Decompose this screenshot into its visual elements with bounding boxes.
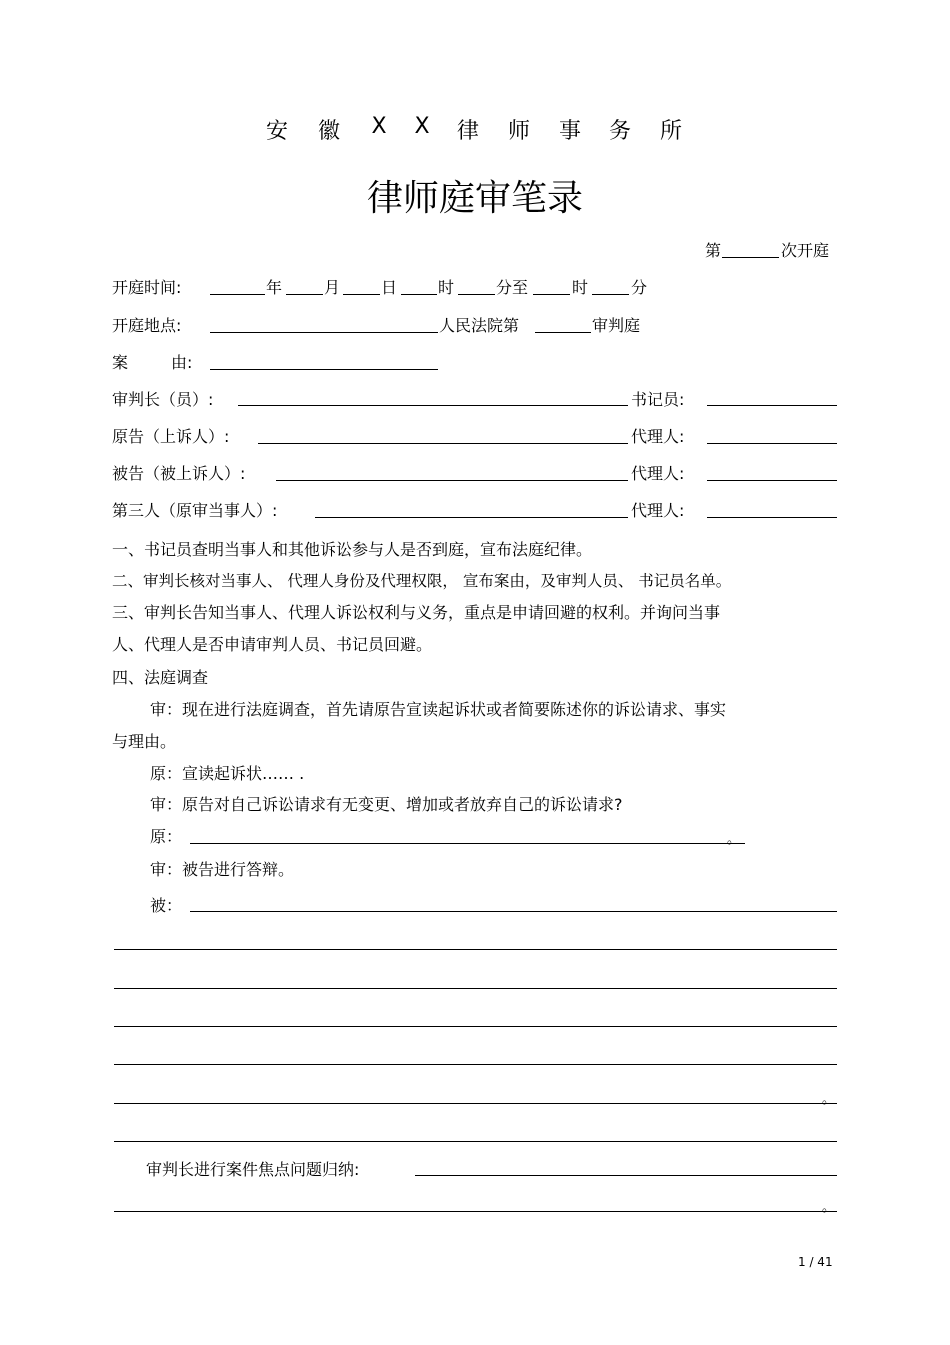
firm-name [0, 114, 950, 144]
tribunal-number-blank [535, 332, 591, 333]
court-name-blank [210, 332, 438, 333]
firm-char: 安 [265, 119, 288, 144]
third-party-blank [315, 517, 628, 518]
session-prefix: 第 [705, 241, 722, 260]
plaintiff-answer-2-label: 原： [150, 827, 183, 846]
judge-question-1a: 审：现在进行法庭调查，首先请原告宣读起诉状或者简要陈述你的诉讼请求、事实 [150, 700, 727, 719]
clerk-label: 书记员: [631, 390, 685, 409]
firm-char: 所 [659, 119, 682, 144]
unit-month: 月 [324, 278, 341, 297]
procedure-step-3a: 三、审判长告知当事人、代理人诉讼权利与义务，重点是申请回避的权利。并询问当事 [112, 603, 721, 622]
plaintiff-blank [258, 443, 628, 444]
answer-line [114, 1103, 837, 1104]
firm-char: 务 [608, 119, 631, 144]
procedure-step-2: 二、审判长核对当事人、 代理人身份及代理权限， 宣布案由，及审判人员、 书记员名单。 [112, 572, 732, 590]
judge-label: 审判长（员）: [112, 390, 214, 409]
third-party-agent-blank [707, 517, 837, 518]
unit-year: 年 [266, 278, 283, 297]
third-party-agent-label: 代理人: [631, 501, 685, 520]
defendant-agent-blank [707, 480, 837, 481]
firm-char: 律 [456, 119, 479, 144]
unit-end-hour: 时 [572, 278, 589, 297]
cause-label-1: 案 [112, 353, 129, 372]
cause-blank [210, 369, 438, 370]
answer-line [114, 1026, 837, 1027]
defendant-agent-label: 代理人: [631, 464, 685, 483]
minute-blank [458, 294, 495, 295]
unit-minute-to: 分至 [496, 278, 529, 297]
firm-char: X [371, 114, 387, 139]
plaintiff-answer-2-end: 。 [727, 832, 741, 847]
summary-blank [415, 1175, 837, 1176]
year-blank [210, 294, 265, 295]
plaintiff-label: 原告（上诉人）: [112, 427, 230, 446]
place-label: 开庭地点: [112, 316, 182, 335]
hour-blank [401, 294, 437, 295]
cause-label-2: 由: [171, 353, 193, 372]
firm-char: 师 [507, 119, 530, 144]
day-blank [343, 294, 380, 295]
answer-line [114, 949, 837, 950]
third-party-label: 第三人（原审当事人）: [112, 501, 278, 520]
procedure-step-4: 四、法庭调查 [112, 668, 209, 687]
court-mid-text: 人民法院第 [439, 316, 520, 335]
defendant-label: 被告（被上诉人）: [112, 464, 246, 483]
clerk-blank [707, 405, 837, 406]
judge-question-2: 审：原告对自己诉讼请求有无变更、增加或者放弃自己的诉讼请求? [150, 795, 623, 814]
judge-question-1b: 与理由。 [112, 732, 177, 751]
unit-hour: 时 [438, 278, 455, 297]
procedure-step-3b: 人、代理人是否申请审判人员、书记员回避。 [112, 635, 433, 654]
answer-line [114, 1141, 837, 1142]
firm-char: X [414, 114, 430, 139]
month-blank [286, 294, 323, 295]
answer-period: 。 [822, 1092, 836, 1107]
answer-line [114, 1064, 837, 1065]
time-label: 开庭时间: [112, 278, 182, 297]
summary-line [114, 1211, 837, 1212]
plaintiff-agent-blank [707, 443, 837, 444]
page-number: 1 / 41 [798, 1255, 833, 1269]
firm-char: 事 [558, 119, 581, 144]
defendant-answer-label: 被： [150, 896, 183, 915]
session-blank [722, 257, 779, 258]
defendant-blank [276, 480, 628, 481]
session-suffix: 次开庭 [781, 241, 830, 260]
answer-line [114, 988, 837, 989]
end-hour-blank [533, 294, 570, 295]
end-minute-blank [592, 294, 629, 295]
judge-question-3: 审：被告进行答辩。 [150, 860, 295, 879]
procedure-step-1: 一、书记员查明当事人和其他诉讼参与人是否到庭，宣布法庭纪律。 [112, 540, 593, 559]
summary-label: 审判长进行案件焦点问题归纳: [146, 1160, 360, 1179]
plaintiff-agent-label: 代理人: [631, 427, 685, 446]
unit-end-minute: 分 [631, 278, 648, 297]
judge-blank [238, 405, 628, 406]
defendant-answer-blank [190, 911, 837, 912]
firm-char: 徽 [317, 119, 340, 144]
summary-period: 。 [822, 1200, 836, 1215]
document-title: 律师庭审笔录 [366, 178, 583, 219]
unit-day: 日 [381, 278, 398, 297]
plaintiff-answer-2-blank [190, 843, 745, 844]
plaintiff-answer-1: 原：宣读起诉状…… . [150, 764, 305, 783]
court-end-text: 审判庭 [592, 316, 641, 335]
